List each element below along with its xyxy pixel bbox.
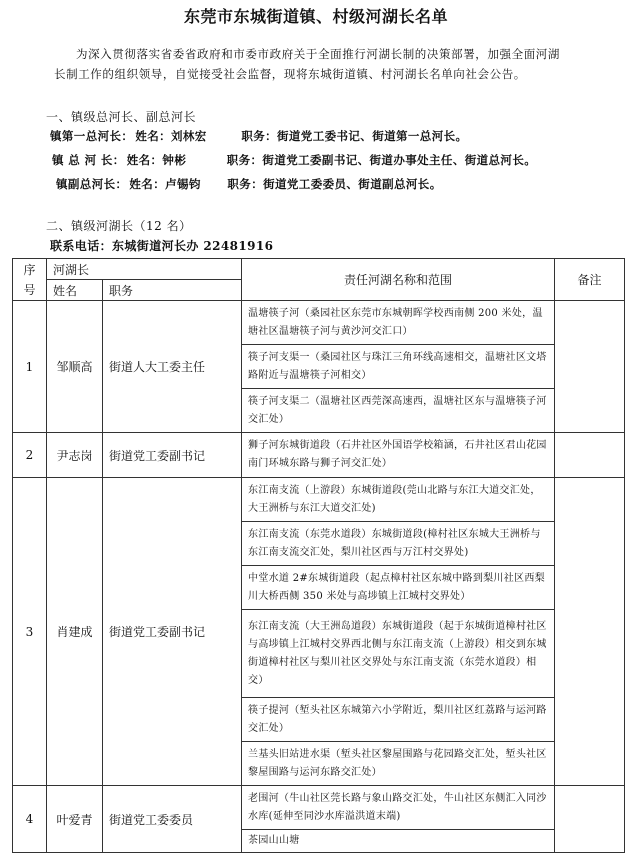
leader-name: 姓名：卢锡钧 (129, 177, 201, 191)
river-cell: 茶园山山塘 (242, 830, 555, 853)
intro-line-2: 长制工作的组织领导，自觉接受社会监督，现将东城街道镇、村河湖长名单向社会公告。 (54, 67, 526, 81)
river-cell: 温塘筷子河（桑园社区东莞市东城朝晖学校西南侧 200 米处，温塘社区温塘筷子河与黄沙河交汇口） (242, 301, 555, 345)
table-header-row (13, 259, 625, 280)
leader-duty: 职务：街道党工委副书记、街道办事处主任、街道总河长。 (226, 153, 537, 167)
remarks-cell (555, 301, 625, 433)
table-row (13, 433, 625, 478)
contact-phone: 联系电话：东城街道河长办 22481916 (50, 239, 274, 253)
row-seq: 4 (13, 786, 47, 853)
rivers-header: 责任河湖名称和范围 (242, 259, 555, 301)
table-row (13, 301, 625, 345)
river-cell: 筷子河支渠一（桑园社区与珠江三角环线高速相交，温塘社区文塔路附近与温塘筷子河相交） (242, 345, 555, 389)
row-name: 肖建成 (47, 478, 103, 786)
leader-row (50, 128, 467, 144)
row-position: 街道党工委委员 (103, 786, 242, 853)
intro-line-1: 为深入贯彻落实省委省政府和市委市政府关于全面推行河湖长制的决策部署，加强全面河湖 (76, 47, 560, 61)
position-header: 职务 (103, 280, 242, 301)
intro-paragraph (56, 44, 586, 84)
name-header: 姓名 (47, 280, 103, 301)
row-seq: 1 (13, 301, 47, 433)
river-cell: 狮子河东城街道段（石井社区外国语学校箱涵，石井社区君山花园南门环城东路与狮子河交汇处） (242, 433, 555, 478)
leader-duty: 职务：街道党工委委员、街道副总河长。 (227, 177, 442, 191)
river-cell: 东江南支流（上游段）东城街道段(莞山北路与东江大道交汇处，大王洲桥与东江大道交汇处) (242, 478, 555, 522)
river-chief-table (12, 258, 625, 853)
leader-row (56, 176, 442, 192)
row-position: 街道人大工委主任 (103, 301, 242, 433)
row-position: 街道党工委副书记 (103, 478, 242, 786)
remarks-header: 备注 (555, 259, 625, 301)
leader-name: 姓名：钟彬 (126, 153, 187, 167)
seq-header-bottom: 号 (13, 280, 47, 301)
chief-header: 河湖长 (47, 259, 242, 280)
leader-row (52, 152, 536, 168)
remarks-cell (555, 478, 625, 786)
leader-role: 镇第一总河长： (50, 129, 134, 143)
row-position: 街道党工委副书记 (103, 433, 242, 478)
river-cell: 兰基头旧站进水渠（堑头社区黎屋围路与花园路交汇处，堑头社区黎屋围路与运河东路交汇处） (242, 742, 555, 786)
river-cell: 筷子提河（堑头社区东城第六小学附近，梨川社区红荔路与运河路交汇处） (242, 698, 555, 742)
leader-duty: 职务：街道党工委书记、街道第一总河长。 (241, 129, 468, 143)
row-name: 邹顺高 (47, 301, 103, 433)
row-seq: 2 (13, 433, 47, 478)
row-seq: 3 (13, 478, 47, 786)
river-cell: 筷子河支渠二（温塘社区西莞深高速西，温塘社区东与温塘筷子河交汇处） (242, 389, 555, 433)
table-row (13, 786, 625, 830)
remarks-cell (555, 786, 625, 853)
row-name: 叶爱青 (47, 786, 103, 853)
remarks-cell (555, 433, 625, 478)
river-cell: 东江南支流（东莞水道段）东城街道段(樟村社区东城大王洲桥与东江南支流交汇处，梨川社区西与万江村交界处) (242, 522, 555, 566)
table-row (13, 478, 625, 522)
leader-name: 姓名：刘林宏 (135, 129, 207, 143)
leader-role: 镇 总 河 长： (52, 153, 125, 167)
river-cell: 东江南支流（大王洲岛道段）东城街道段（起于东城街道樟村社区与高埗镇上江城村交界西北侧与东江南支流（上游段）相交到东城街道樟村社区与梨川社区交界处与东江南支流（东莞水道段）相交） (242, 610, 555, 698)
section-heading-1: 一、镇级总河长、副总河长 (46, 110, 197, 124)
river-cell: 老围河（牛山社区莞长路与象山路交汇处，牛山社区东侧汇入同沙水库(延伸至同沙水库溢洪道末端) (242, 786, 555, 830)
leader-role: 镇副总河长： (56, 177, 128, 191)
row-name: 尹志岗 (47, 433, 103, 478)
seq-header-top: 序 (13, 259, 47, 280)
section-heading-2: 二、镇级河湖长（12 名） (46, 219, 192, 233)
document-title: 东莞市东城街道镇、村级河湖长名单 (183, 7, 448, 26)
river-cell: 中堂水道 2#东城街道段（起点樟村社区东城中路到梨川社区西梨川大桥西侧 350 米处与高埗镇上江城村交界处） (242, 566, 555, 610)
